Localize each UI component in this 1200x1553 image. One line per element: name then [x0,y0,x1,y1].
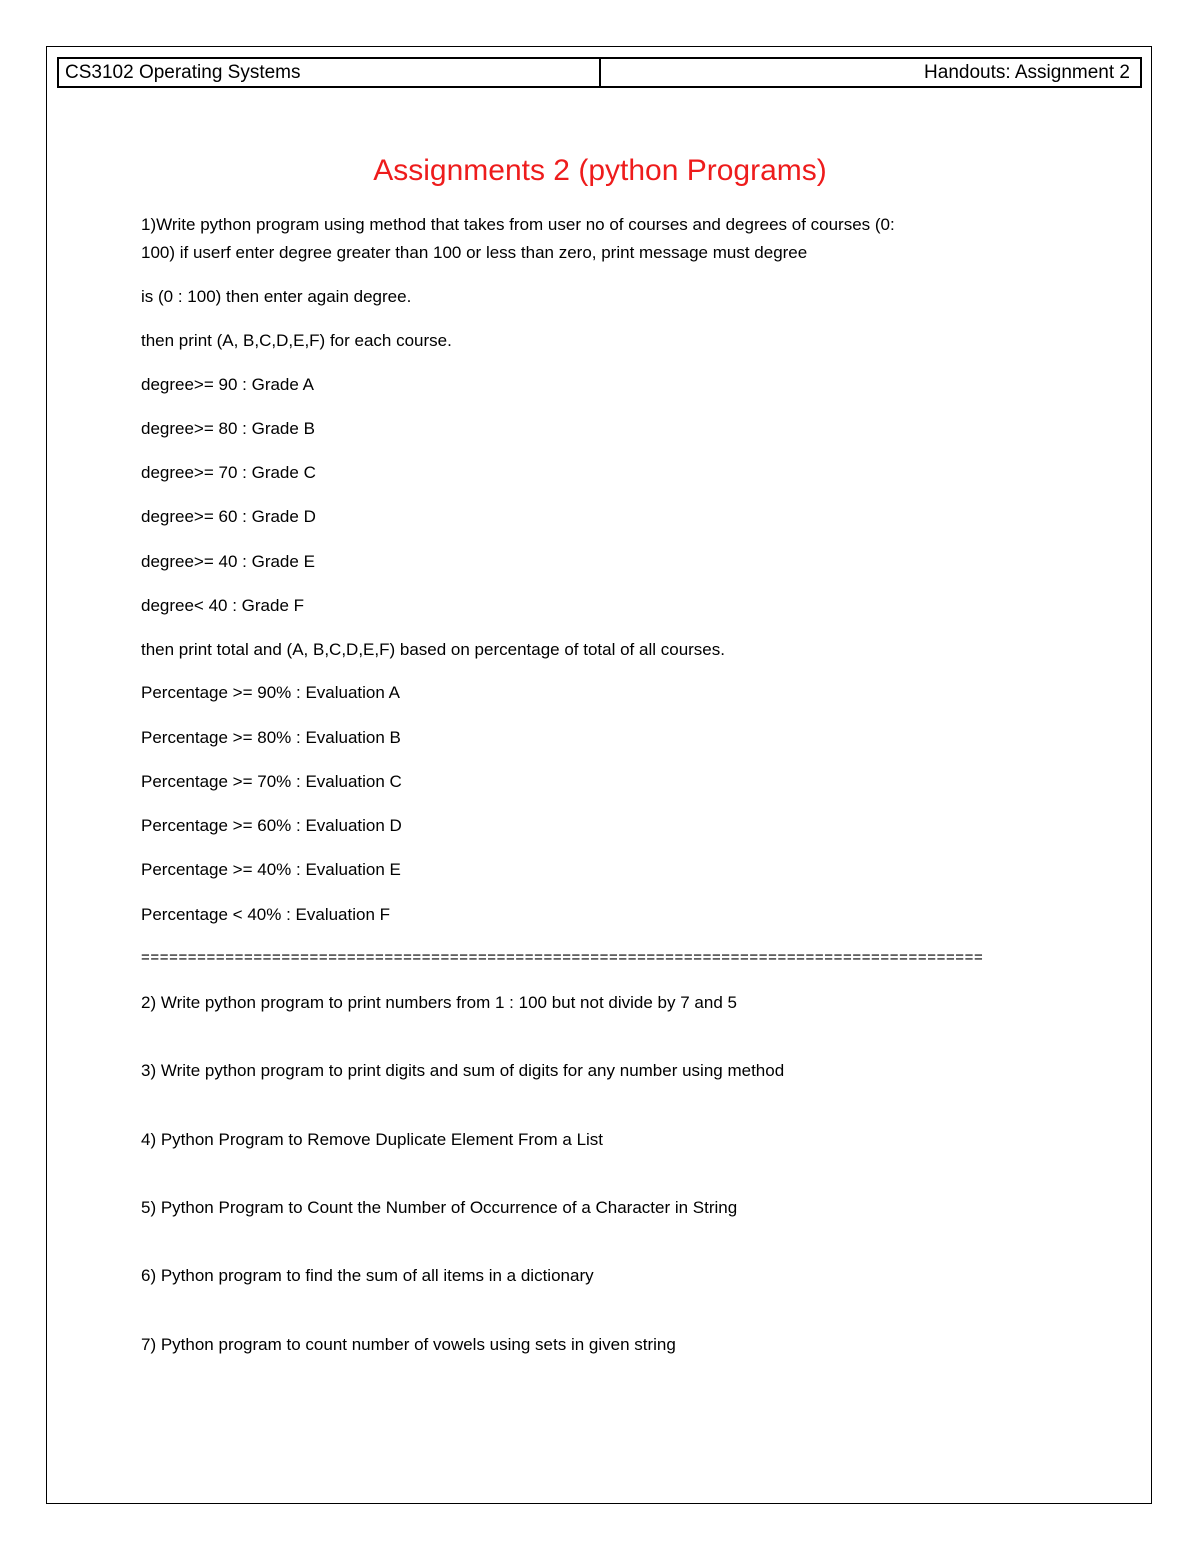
grade-rule-c: degree>= 70 : Grade C [141,463,316,482]
grade-rule-f: degree< 40 : Grade F [141,596,305,615]
evaluation-rule-b: Percentage >= 80% : Evaluation B [141,728,401,747]
question-2: 2) Write python program to print numbers from 1 : 100 but not divide by 7 and 5 [141,993,737,1012]
question-4: 4) Python Program to Remove Duplicate Element From a List [141,1130,604,1149]
evaluation-rule-c: Percentage >= 70% : Evaluation C [141,772,402,791]
question-1-line-3: is (0 : 100) then enter again degree. [141,287,412,306]
handout-label: Handouts: Assignment 2 [600,57,1142,88]
question-6: 6) Python program to find the sum of all items in a dictionary [141,1266,594,1285]
header-table [57,57,1142,88]
page-title: Assignments 2 (python Programs) [373,154,827,187]
grade-rule-b: degree>= 80 : Grade B [141,419,315,438]
separator-line: ========================================================================================== [141,949,984,966]
evaluation-rule-e: Percentage >= 40% : Evaluation E [141,860,401,879]
question-1-line-1: 1)Write python program using method that takes from user no of courses and degrees of courses (0: [141,215,895,234]
question-1-line-4: then print (A, B,C,D,E,F) for each course. [141,331,452,350]
question-3: 3) Write python program to print digits and sum of digits for any number using method [141,1061,785,1080]
grade-rule-a: degree>= 90 : Grade A [141,375,314,394]
question-5: 5) Python Program to Count the Number of Occurrence of a Character in String [141,1198,738,1217]
grade-rule-d: degree>= 60 : Grade D [141,507,316,526]
evaluation-rule-f: Percentage < 40% : Evaluation F [141,905,391,924]
evaluation-rule-a: Percentage >= 90% : Evaluation A [141,683,400,702]
total-instruction: then print total and (A, B,C,D,E,F) based on percentage of total of all courses. [141,640,725,659]
evaluation-rule-d: Percentage >= 60% : Evaluation D [141,816,402,835]
course-name: CS3102 Operating Systems [57,57,600,88]
grade-rule-e: degree>= 40 : Grade E [141,552,315,571]
question-1-line-2: 100) if userf enter degree greater than 100 or less than zero, print message must degree [141,243,808,262]
question-7: 7) Python program to count number of vowels using sets in given string [141,1335,676,1354]
